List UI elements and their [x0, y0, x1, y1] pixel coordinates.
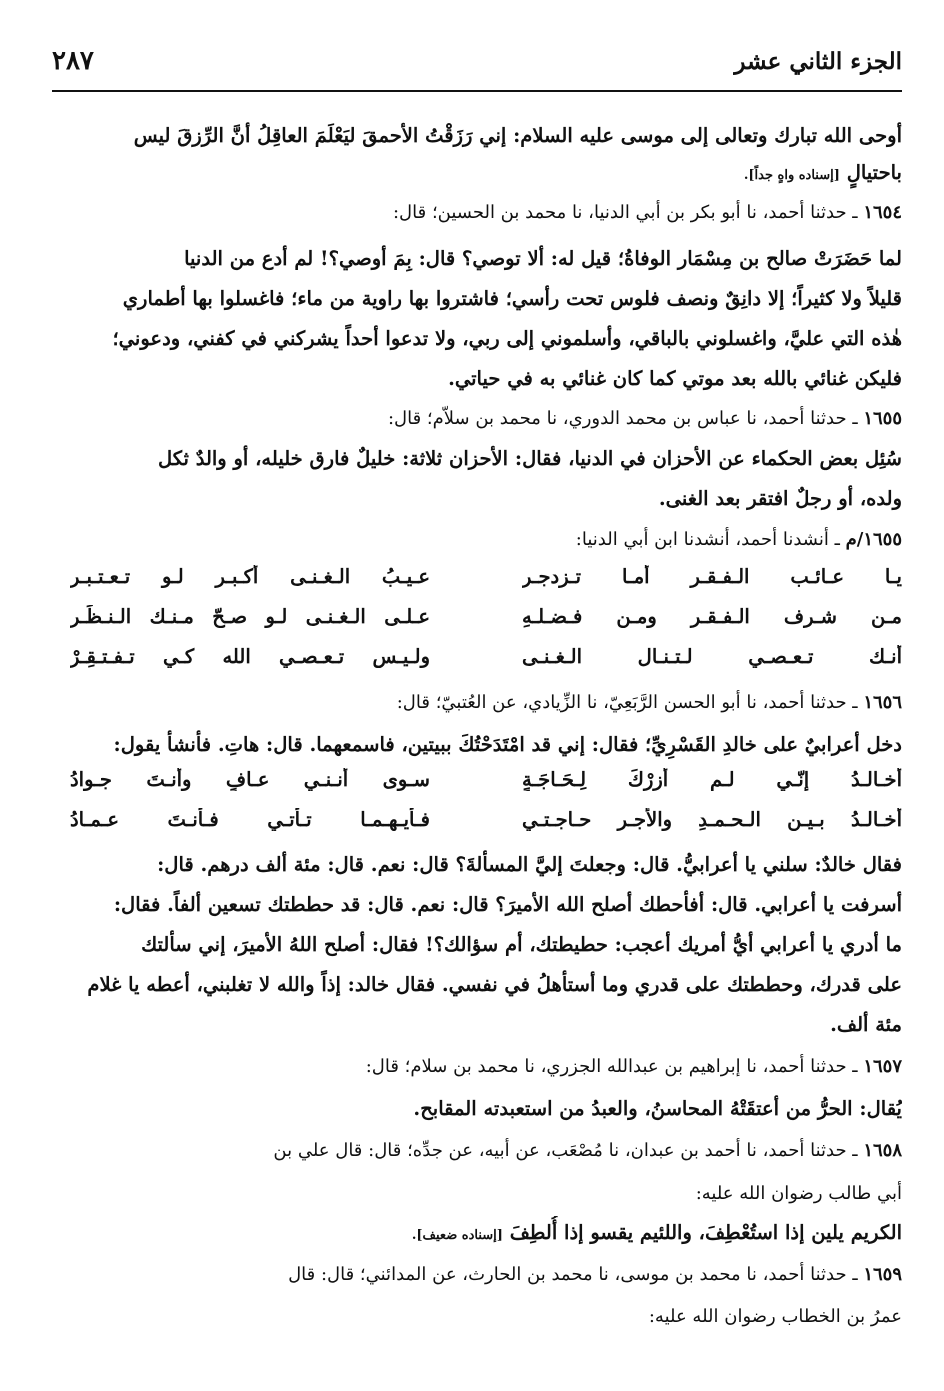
text-line — [70, 1216, 902, 1250]
hadith-number: ١٦٥٦ — [863, 692, 902, 713]
isnad-note: [إسناده واهٍ جداً]. — [743, 168, 840, 183]
hadith-number: ١٦٥٧ — [863, 1056, 902, 1077]
text-line: ما أدري يا أعرابي أيُّ أمريك أعجب: حطيطتك، أم سؤالك؟! فقال: أصلح اللهُ الأميرَ، إني سألتك — [141, 933, 902, 956]
narration-text: ـ حدثنا أحمد، نا إبراهيم بن عبدالله الجزري، نا محمد بن سلام؛ قال: — [365, 1056, 858, 1077]
line-text: باحتيالٍ — [846, 161, 902, 184]
verse-second-hemistich: ولـيـس تـعـصـي الله كـي تـفـتـقِـرْ — [70, 645, 430, 668]
poem-verse — [70, 565, 902, 601]
narration-text: ـ أنشدنا أحمد، أنشدنا ابن أبي الدنيا: — [575, 529, 840, 550]
text-line: مئة ألف. — [830, 1013, 902, 1036]
text-line: هٰذه التي عليَّ، واغسلوني بالباقي، وأسلموني إلى ربي، ولا تدعوا أحداً يشركني في كفني، ودعوني؛ — [112, 327, 902, 350]
poem-verse — [70, 768, 902, 804]
poem-verse — [70, 645, 902, 681]
narration-line — [70, 402, 902, 436]
line-text: الكريم يلين إذا استُعْطِفَ، واللئيم يقسو إذا أُلطِفَ — [509, 1221, 902, 1244]
verse-first-hemistich: أخـالـدُ إنّـي لـم أزرْكَ لِـحَـاجَـةٍ — [522, 768, 902, 791]
narration-text: ـ حدثنا أحمد، نا أحمد بن عبدان، نا مُصْعَب، عن أبيه، عن جدِّه؛ قال: قال علي بن — [273, 1140, 858, 1161]
poem-verse — [70, 808, 902, 844]
narration-line — [70, 686, 902, 720]
narration-text: ـ حدثنا أحمد، نا محمد بن موسى، نا محمد بن الحارث، عن المدائني؛ قال: قال — [288, 1264, 858, 1285]
page-number: ٢٨٧ — [52, 46, 94, 76]
text-line: على قدرك، وحططتك على قدري وما أستأهلُ في نفسي. فقال خالد: إذاً والله لا تغلبني، أعطه يا غلام — [87, 973, 902, 996]
hadith-number: ١٦٥٨ — [863, 1140, 902, 1161]
verse-first-hemistich: أنـك تـعـصـي لـتـنـال الـغـنـى — [522, 645, 902, 668]
text-line: قليلاً ولا كثيراً؛ إلا دانِقٌ ونصف فلوس تحت رأسي؛ فاشتروا بها راوية من ماء؛ فاغسلوا بها أطماري — [122, 287, 902, 310]
text-line — [70, 156, 902, 190]
narration-text: ـ حدثنا أحمد، نا عباس بن محمد الدوري، نا محمد بن سلاّم؛ قال: — [387, 408, 858, 429]
hadith-number: ١٦٥٥/م — [845, 529, 902, 550]
narration-line — [70, 1258, 902, 1292]
text-line: سُئِل بعض الحكماء عن الأحزان في الدنيا، فقال: الأحزان ثلاثة: خليلٌ فارق خليله، أو والدٌ ثكل — [157, 447, 902, 470]
narration-line — [70, 1134, 902, 1168]
narration-line: أبي طالب رضوان الله عليه: — [695, 1183, 902, 1204]
verse-first-hemistich: أخـالـدُ بـيـن الـحـمـدِ والأجـر حـاجـتـي — [522, 808, 902, 831]
text-line: ولده، أو رجلٌ افتقر بعد الغنى. — [658, 487, 902, 510]
running-title: الجزء الثاني عشر — [734, 48, 902, 75]
verse-second-hemistich: فـأيـهـمـا تـأتـي فـأنـتَ عـمـادُ — [70, 808, 430, 831]
hadith-number: ١٦٥٤ — [863, 202, 902, 223]
verse-first-hemistich: يـا عـائـب الـفـقـر أمـا تـزدجـر — [522, 565, 902, 588]
poem-verse — [70, 605, 902, 641]
narration-text: ـ حدثنا أحمد، نا أبو بكر بن أبي الدنيا، نا محمد بن الحسين؛ قال: — [392, 202, 858, 223]
hadith-number: ١٦٥٩ — [863, 1264, 902, 1285]
narration-line: عمرُ بن الخطاب رضوان الله عليه: — [648, 1306, 902, 1327]
text-line: يُقال: الحرُّ من أعتقَتْهُ المحاسنُ، والعبدُ من استعبدته المقابح. — [413, 1097, 902, 1120]
narration-line — [70, 196, 902, 230]
verse-second-hemistich: سـوى أنـنـي عـافٍ وأنـتَ جـوادُ — [70, 768, 430, 791]
hadith-number: ١٦٥٥ — [863, 408, 902, 429]
isnad-note: [إسناده ضعيف]. — [411, 1228, 503, 1243]
text-line: أسرفت يا أعرابي. قال: أفأحطك أصلح الله الأميرَ؟ قال: نعم. قال: قد حططتك تسعين ألفاً. فقال: — [113, 893, 902, 916]
text-line: فليكن غنائي بالله بعد موتي كما كان غنائي به في حياتي. — [448, 367, 902, 390]
narration-text: ـ حدثنا أحمد، نا أبو الحسن الرَّبَعِيّ، نا الزِّيادي، عن العُتبيّ؛ قال: — [396, 692, 858, 713]
verse-second-hemistich: عـلـى الـغـنـى لـو صـحّ مـنـك الـنـظَـر — [70, 605, 430, 628]
text-line: لما حَضَرَتْ صالح بن مِسْمَار الوفاةُ؛ قيل له: ألا توصي؟ قال: بِمَ أوصي؟! لم أدع من الدنيا — [184, 247, 902, 270]
text-line: فقال خالدٌ: سلني يا أعرابيُّ. قال: وجعلتَ إليَّ المسألةَ؟ قال: نعم. قال: مئة ألف درهم. قال: — [157, 853, 902, 876]
page-header — [52, 44, 902, 92]
text-line: أوحى الله تبارك وتعالى إلى موسى عليه السلام: إني رَزَقْتُ الأحمقَ ليَعْلَمَ العاقِلُ أنَّ الرِّزقَ ليس — [133, 124, 902, 147]
narration-line — [70, 1050, 902, 1084]
verse-second-hemistich: عـيـبُ الـغـنـى أكـبـر لـو تـعـتـبـر — [70, 565, 430, 588]
text-line: دخل أعرابيٌ على خالدِ القَسْرِيِّ؛ فقال: إني قد امْتَدَحْتُكَ ببيتين، فاسمعهما. قال: هاتِ. فأنشأ يقول: — [113, 733, 902, 756]
narration-line — [70, 523, 902, 557]
verse-first-hemistich: مـن شـرف الـفـقـر ومـن فـضـلـهِ — [522, 605, 902, 628]
